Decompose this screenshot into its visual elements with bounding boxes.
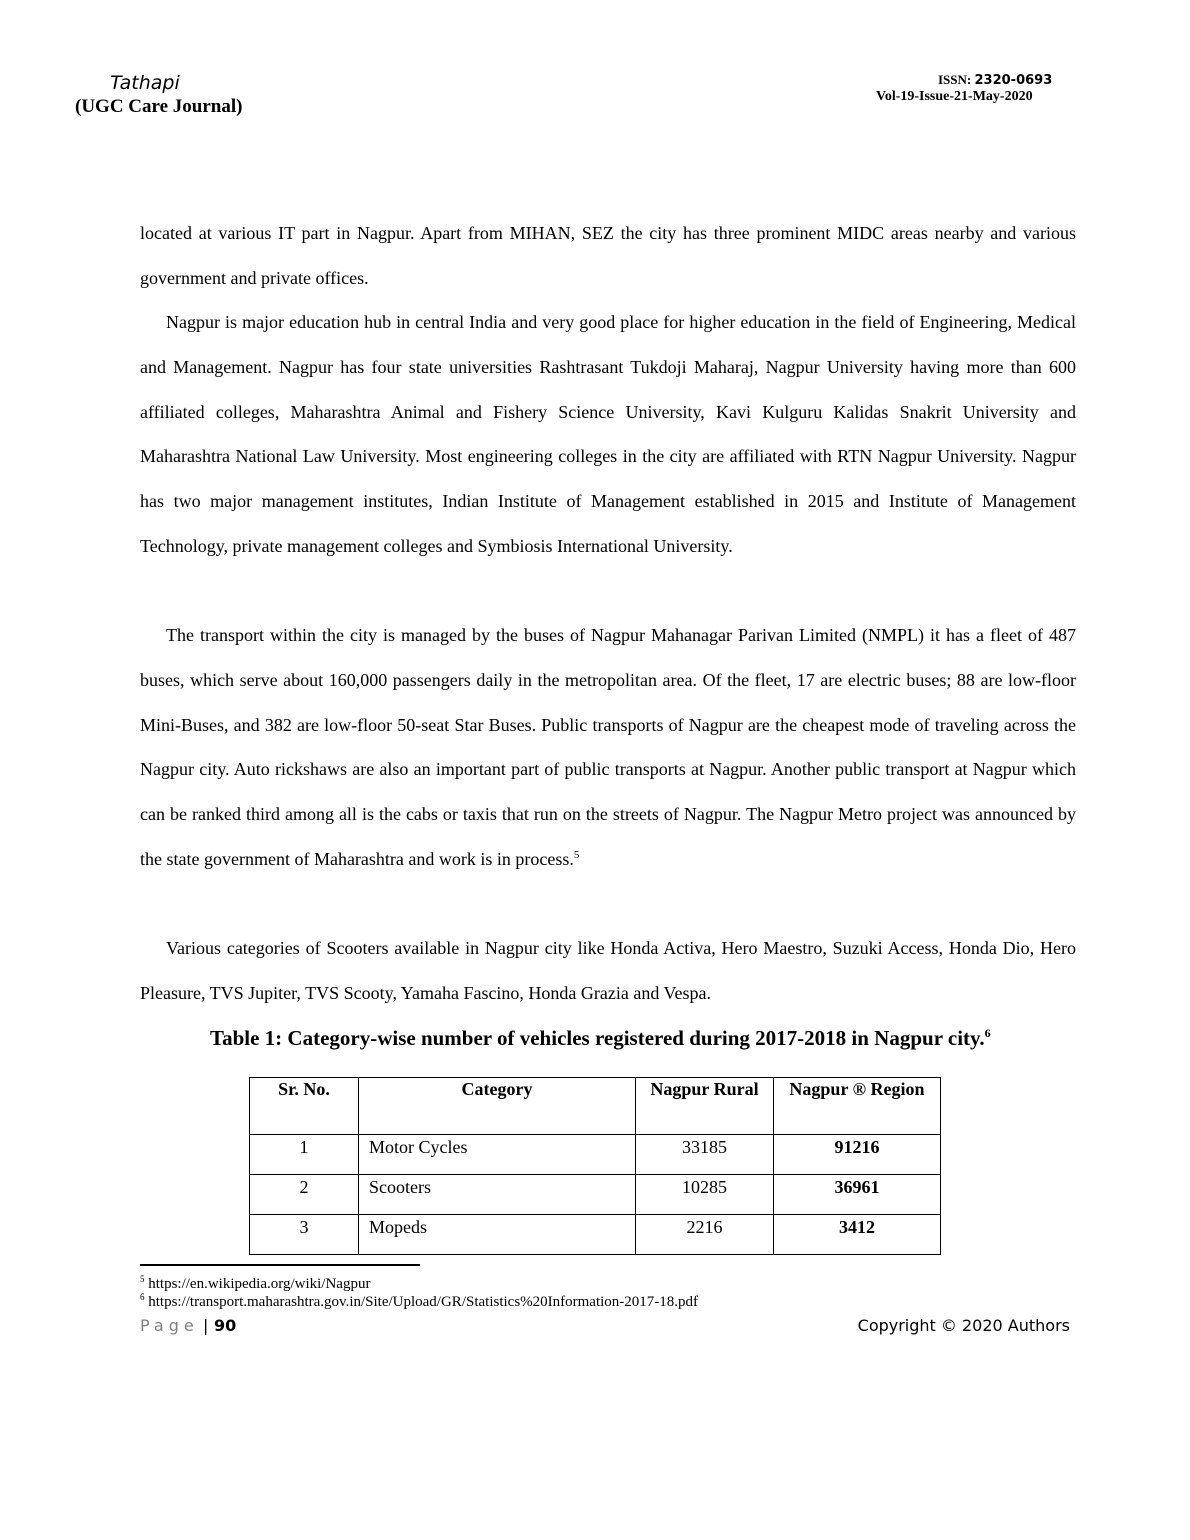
cell-category-text: Scooters — [369, 1177, 431, 1197]
cell-nagpur-rural: 2216 — [636, 1215, 774, 1255]
cell-sr-no: 1 — [250, 1135, 359, 1175]
footnote-5 — [140, 1276, 370, 1293]
cell-sr-no: 3 — [250, 1215, 359, 1255]
footnote-number: 5 — [140, 1274, 145, 1284]
cell-nagpur-rural: 10285 — [636, 1175, 774, 1215]
cell-nagpur-rural: 33185 — [636, 1135, 774, 1175]
page-label: Page — [140, 1316, 199, 1335]
journal-note: (UGC Care Journal) — [75, 96, 243, 117]
journal-name: Tathapi — [110, 72, 180, 94]
issn-label: ISSN: — [938, 72, 972, 87]
issn — [938, 72, 1052, 88]
table-title-text: Table 1: Category-wise number of vehicles registered during 2017-2018 in Nagpur city. — [210, 1026, 985, 1050]
paragraph-2: Nagpur is major education hub in central India and very good place for higher education in the field of Engineering, Medical and Management. Nagpur has four state universities Rashtrasant Tukdoji Maharaj, Nagpur University having more than 600 affiliated colleges, Maharashtra Animal and Fishery Science University, Kavi Kulguru Kalidas Snakrit University and Maharashtra National Law University. Most engineering colleges in the city are affiliated with RTN Nagpur University. Nagpur has two major management institutes, Indian Institute of Management established in 2015 and Institute of Management Technology, private management colleges and Symbiosis International University. — [140, 312, 1076, 556]
vehicles-table — [249, 1077, 941, 1255]
paragraph-4: Various categories of Scooters available in Nagpur city like Honda Activa, Hero Maestro, Suzuki Access, Honda Dio, Hero Pleasure, TVS Jupiter, TVS Scooty, Yamaha Fascino, Honda Grazia and Vespa. — [140, 938, 1076, 1003]
paragraph-3-text: The transport within the city is managed by the buses of Nagpur Mahanagar Parivan Limited (NMPL) it has a fleet of 487 buses, which serve about 160,000 passengers daily in the metropolitan area. Of the fleet, 17 are electric buses; 88 are low-floor Mini-Buses, and 382 are low-floor 50-seat Star Buses. Public transports of Nagpur are the cheapest mode of traveling across the Nagpur city. Auto rickshaws are also an important part of public transports at Nagpur. Another public transport at Nagpur which can be ranked third among all is the cabs or taxis that run on the streets of Nagpur. The Nagpur Metro project was announced by the state government of Maharashtra and work is in process. — [140, 625, 1076, 869]
footnote-divider — [140, 1264, 420, 1266]
header-nagpur-region: Nagpur ® Region — [774, 1078, 941, 1135]
cell-category-text: Motor Cycles — [369, 1137, 468, 1157]
header-nagpur-rural: Nagpur Rural — [636, 1078, 774, 1135]
table-header-row — [250, 1078, 941, 1135]
footnote-link[interactable]: https://en.wikipedia.org/wiki/Nagpur — [148, 1276, 371, 1292]
paragraph-1: located at various IT part in Nagpur. Apart from MIHAN, SEZ the city has three prominent MIDC areas nearby and various government and private offices. — [140, 223, 1076, 288]
table-title — [210, 1026, 991, 1051]
cell-category — [359, 1135, 636, 1175]
issn-number: 2320-0693 — [974, 73, 1053, 88]
cell-category — [359, 1215, 636, 1255]
cell-category-text: Mopeds — [369, 1217, 427, 1237]
cell-nagpur-region: 3412 — [774, 1215, 941, 1255]
footnote-ref-5[interactable]: 5 — [573, 848, 580, 861]
footnote-ref-6[interactable]: 6 — [984, 1026, 991, 1040]
header-category: Category — [359, 1078, 636, 1135]
footnote-number: 6 — [140, 1292, 145, 1302]
header-sr-no: Sr. No. — [250, 1078, 359, 1135]
page-number: 90 — [214, 1316, 237, 1335]
volume-issue: Vol-19-Issue-21-May-2020 — [876, 89, 1033, 104]
footnote-link[interactable]: https://transport.maharashtra.gov.in/Site/Upload/GR/Statistics%20Information-2017-18.pdf — [148, 1294, 699, 1310]
table-row — [250, 1135, 941, 1175]
paragraph-3 — [140, 613, 1076, 882]
table-row — [250, 1175, 941, 1215]
page-separator: | — [203, 1316, 209, 1335]
copyright: Copyright © 2020 Authors — [857, 1316, 1070, 1335]
footnote-6 — [140, 1294, 698, 1311]
cell-nagpur-region: 36961 — [774, 1175, 941, 1215]
cell-nagpur-region: 91216 — [774, 1135, 941, 1175]
table-row — [250, 1215, 941, 1255]
cell-sr-no: 2 — [250, 1175, 359, 1215]
cell-category — [359, 1175, 636, 1215]
